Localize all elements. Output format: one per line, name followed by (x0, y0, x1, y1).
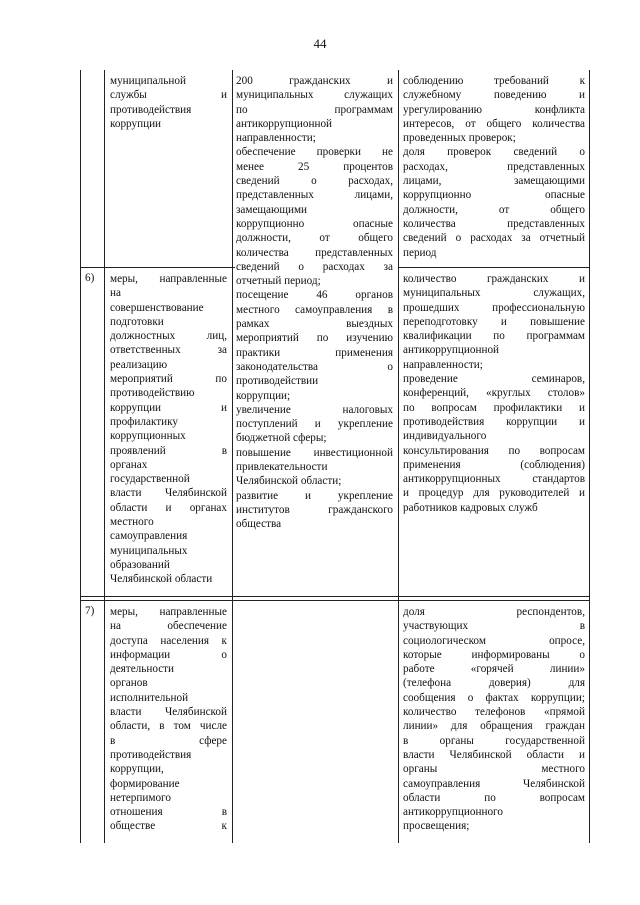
text-line: коррупции и (110, 401, 227, 414)
text-line: профилактику (110, 415, 178, 428)
text-line: противодействию (110, 387, 195, 400)
text-line: в органы государственной (403, 734, 585, 747)
text-line: проявлений в (110, 444, 227, 457)
text-line: линии» для обращения граждан (403, 720, 585, 733)
text-line: служебному поведению и (403, 89, 585, 102)
text-line: законодательства о (236, 360, 393, 373)
text-line: рамках выездных (236, 318, 393, 331)
text-line: муниципальных служащих (236, 89, 393, 102)
text-line: антикоррупционного (403, 806, 503, 819)
text-line: должности, от общего (236, 232, 393, 245)
text-line: противодействия (110, 103, 192, 116)
text-line: власти Челябинской области и (403, 748, 585, 761)
row-6-indicators-cell (403, 272, 585, 515)
text-line: направленности; (403, 358, 483, 371)
text-line: увеличение налоговых (236, 403, 393, 416)
text-line: государственной (110, 473, 190, 486)
text-line: сведений о расходах за отчетный (403, 232, 585, 245)
text-line: области, в том числе (110, 720, 227, 733)
table-row-divider-2 (80, 596, 589, 597)
text-line: урегулированию конфликта (403, 103, 585, 116)
text-line: местного (110, 516, 154, 529)
text-line: отношения в (110, 806, 227, 819)
text-line: доля проверок сведений о (403, 146, 585, 159)
text-line: власти Челябинской (110, 706, 227, 719)
row-6-measure-cell (110, 272, 227, 587)
table-border-measure (232, 70, 233, 843)
text-line: информации о (110, 648, 227, 661)
text-line: противодействии (236, 375, 319, 388)
text-line: отчетный период; (236, 275, 321, 288)
text-line: развитие и укрепление (236, 489, 393, 502)
text-line: применения (соблюдения) (403, 458, 585, 471)
text-line: количества представленных (403, 217, 585, 230)
text-line: коррупционно опасные (403, 189, 585, 202)
text-line: самоуправления Челябинской (403, 777, 585, 790)
table-border-num (104, 70, 105, 843)
text-line: период (403, 246, 437, 259)
text-line: соблюдению требований к (403, 75, 585, 87)
text-line: менее 25 процентов (236, 160, 393, 173)
text-line: представленных лицами, (236, 189, 393, 202)
text-line: прошедших профессиональную (403, 301, 585, 314)
text-line: Челябинской области (110, 573, 213, 586)
text-line: антикоррупционной (236, 117, 333, 130)
text-line: привлекательности (236, 461, 328, 474)
text-line: должности, от общего (403, 203, 585, 216)
text-line: повышение инвестиционной (236, 446, 393, 459)
text-line: сообщения о фактах коррупции; (403, 691, 585, 704)
row-7-number: 7) (85, 605, 95, 617)
text-line: лицами, замещающими (403, 175, 585, 188)
text-line: направленности; (236, 132, 316, 145)
row-7-indicators-cell (403, 605, 585, 834)
text-line: ответственных за (110, 344, 227, 357)
text-line: практики применения (236, 346, 393, 359)
table-border-left (80, 70, 81, 843)
text-line: обеспечение проверки не (236, 146, 393, 159)
text-line: коррупции (110, 117, 162, 130)
text-line: доступа населения к (110, 634, 227, 647)
text-line: проведенных проверок; (403, 132, 516, 145)
text-line: просвещения; (403, 820, 470, 833)
text-line: коррупции, (110, 763, 164, 776)
text-line: сведений о расходах за (236, 260, 393, 273)
text-line: области по вопросам (403, 791, 585, 804)
text-line: количества представленных (236, 246, 393, 259)
text-line: формирование (110, 777, 180, 790)
row-7-measure-cell (110, 605, 227, 834)
text-line: интересов, от общего количества (403, 117, 585, 130)
table-border-right (589, 70, 590, 843)
text-line: подготовки (110, 315, 164, 328)
text-line: институтов гражданского (236, 503, 393, 516)
text-line: образований (110, 558, 170, 571)
text-line: консультирования по вопросам (403, 444, 585, 457)
table-row-divider-2b (80, 600, 589, 601)
text-line: мероприятий по изучению (236, 332, 393, 345)
text-line: муниципальных (110, 544, 188, 557)
text-line: которые информированы о (403, 648, 585, 661)
text-line: нетерпимого (110, 791, 171, 804)
table-border-results (398, 70, 399, 843)
text-line: власти Челябинской (110, 487, 227, 500)
text-line: социологическом опросе, (403, 634, 585, 647)
text-line: самоуправления (110, 530, 188, 543)
text-line: деятельности (110, 663, 175, 676)
text-line: по программам (236, 103, 393, 116)
text-line: коррупционных (110, 430, 186, 443)
table-row-divider-1 (80, 267, 235, 268)
text-line: конференций, «круглых столов» (403, 387, 585, 400)
text-line: работе «горячей линии» (403, 663, 585, 676)
text-line: количество гражданских и (403, 273, 585, 285)
text-line: и процедур для руководителей и (403, 487, 585, 500)
text-line: противодействия (110, 748, 192, 761)
text-line: муниципальной (110, 75, 186, 87)
text-line: обществе к (110, 820, 227, 833)
text-line: области и органах (110, 501, 227, 514)
text-line: реализацию (110, 358, 168, 371)
text-line: органы местного (403, 763, 585, 776)
text-line: количество телефонов «прямой (403, 706, 585, 719)
table-row-divider-1b (398, 267, 589, 268)
text-line: работников кадровых служб (403, 501, 538, 514)
row-6-number: 6) (85, 272, 95, 284)
row-1-measure-cell (110, 74, 227, 131)
page-number: 44 (313, 36, 327, 51)
text-line: на (110, 287, 121, 300)
text-line: органов (110, 677, 148, 690)
text-line: антикоррупционной (403, 344, 500, 357)
row-1-indicators-cell (403, 74, 585, 260)
text-line: квалификации по программам (403, 330, 585, 343)
row-1-results-cell (236, 74, 393, 532)
text-line: коррупции; (236, 389, 291, 402)
text-line: поступлений и укрепление (236, 418, 393, 431)
text-line: индивидуального (403, 430, 487, 443)
text-line: на обеспечение (110, 620, 227, 633)
text-line: сведений о расходах, (236, 175, 393, 188)
text-line: общества (236, 518, 282, 531)
text-line: 200 гражданских и (236, 75, 393, 87)
text-line: коррупционно опасные (236, 217, 393, 230)
text-line: по вопросам профилактики и (403, 401, 585, 414)
text-line: муниципальных служащих, (403, 287, 585, 300)
text-line: Челябинской области; (236, 475, 342, 488)
text-line: должностных лиц, (110, 330, 227, 343)
text-line: расходах, представленных (403, 160, 585, 173)
text-line: меры, направленные (110, 273, 227, 285)
text-line: посещение 46 органов (236, 289, 393, 302)
text-line: замещающими (236, 203, 308, 216)
text-line: доля респондентов, (403, 606, 585, 618)
text-line: мероприятий по (110, 373, 227, 386)
text-line: бюджетной сферы; (236, 432, 327, 445)
text-line: меры, направленные (110, 606, 227, 618)
text-line: исполнительной (110, 691, 189, 704)
text-line: органах (110, 458, 148, 471)
text-line: проведение семинаров, (403, 373, 585, 386)
text-line: переподготовку и повышение (403, 315, 585, 328)
text-line: службы и (110, 89, 227, 102)
text-line: антикоррупционных стандартов (403, 473, 585, 486)
text-line: местного самоуправления в (236, 303, 393, 316)
text-line: в сфере (110, 734, 227, 747)
text-line: участвующих в (403, 620, 585, 633)
text-line: (телефона доверия) для (403, 677, 585, 690)
text-line: совершенствование (110, 301, 204, 314)
text-line: противодействия коррупции и (403, 415, 585, 428)
